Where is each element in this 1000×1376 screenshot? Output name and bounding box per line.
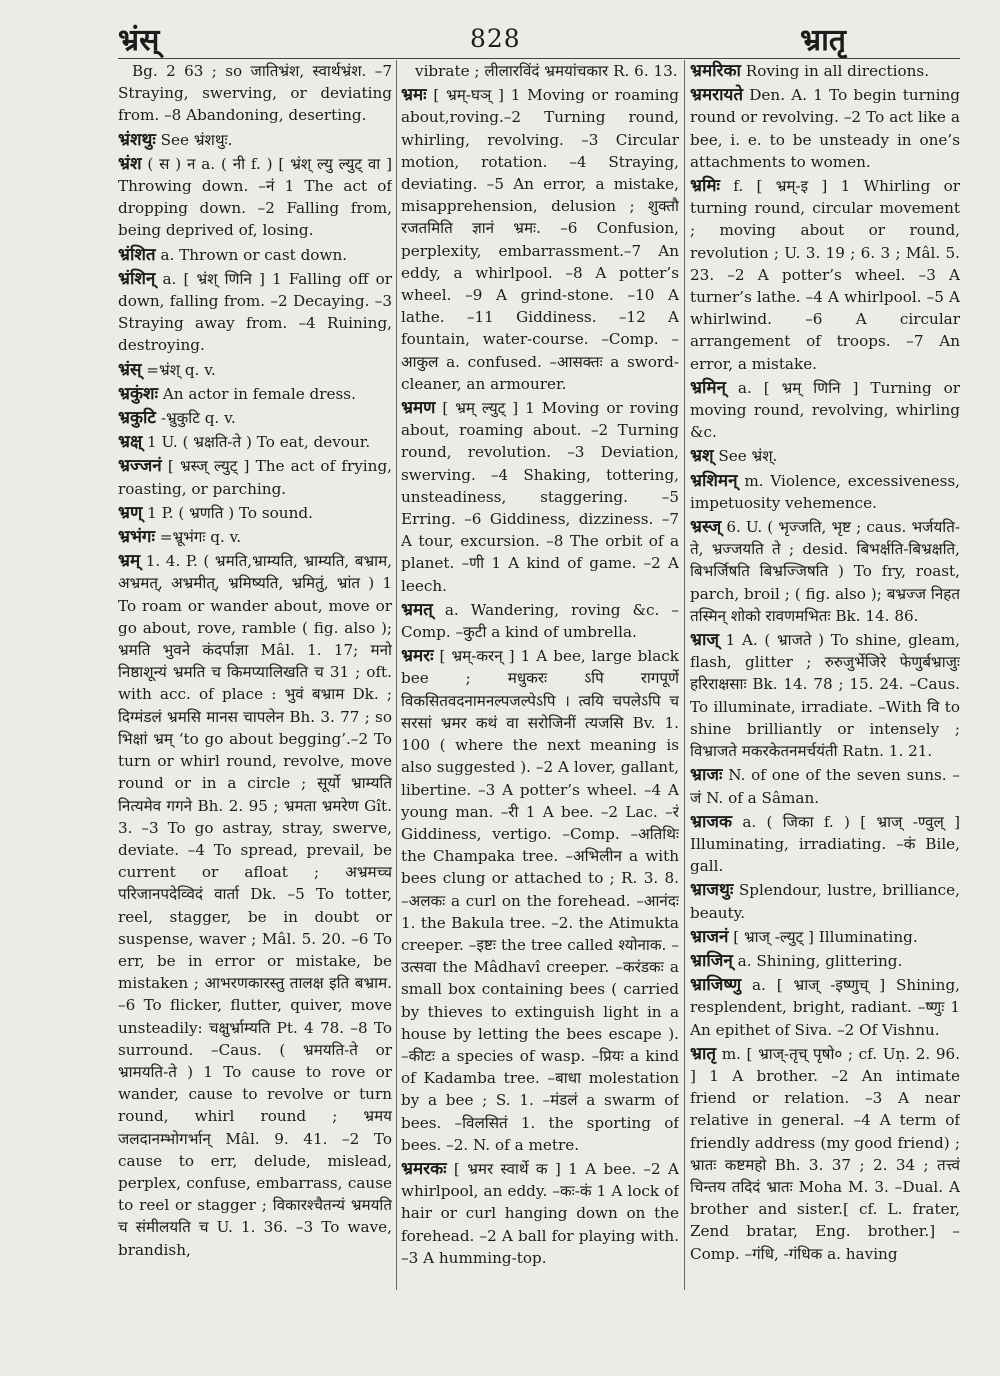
running-head-right-word: भ्रातृ	[800, 23, 846, 58]
entry-definition: m. [ भ्राज्-तृच् पृषो० ; cf. Uṇ. 2. 96. ] 1 A brother. –2 An intimate friend or relation. –3 A near relative in general. –4 A term of friendly address (my good friend) ; भ्रातः कष्टमहो Bh. 3. 37 ; 2. 34 ; तत्त्वं चिन्तय तदिदं भ्रातः Moha M. 3. –Dual. A brother and sister.[ cf. L. frater, Zend bratar, Eng. brother.] –Comp. –गंधि, -गंधिक a. having	[690, 1044, 960, 1263]
entry-headword: भ्रमरायते	[690, 85, 744, 106]
header-rule	[118, 58, 960, 59]
entry-headword: भ्रमरकः	[401, 1158, 447, 1179]
entry-definition: 1 A. ( भ्राजते ) To shine, gleam, flash, glitter ; रुरुजुर्भेजिरे फेणुर्बभ्राजुः हरिराक्षसाः Bk. 14. 78 ; 15. 24. –Caus. To illuminate, irradiate. –With वि to shine brilliantly or intensely ; विभ्राजते मकरकेतनमर्चयंती Ratn. 1. 21.	[690, 631, 960, 761]
dictionary-entry	[690, 629, 960, 764]
entry-definition: 1 U. ( भ्रक्षति-ते ) To eat, devour.	[146, 433, 371, 452]
entry-definition: -भ्रुकुटि q. v.	[160, 409, 236, 428]
dictionary-entry	[401, 599, 679, 645]
dictionary-entry	[118, 359, 392, 383]
entry-definition: a. [ भ्राज् -इष्णुच् ] Shining, resplendent, bright, radiant. –ष्णुः 1 An epithet of Siva. –2 Of Vishnu.	[690, 976, 960, 1039]
entry-headword: भ्रमिन्	[690, 377, 726, 398]
entry-definition: vibrate ; लीलारविंदं भ्रमयांचकार R. 6. 13.	[415, 62, 678, 80]
entry-definition: [ भ्रस्ज् ल्युट् ] The act of frying, roasting, or parching.	[118, 457, 392, 498]
dictionary-entry	[118, 407, 392, 431]
column-2	[401, 60, 679, 1286]
entry-definition: a. [ भ्रम् णिनि ] Turning or moving round, revolving, whirling &c.	[690, 378, 960, 442]
entry-headword: भ्रक्ष्	[118, 432, 143, 453]
entry-definition: a. Shining, glittering.	[737, 951, 903, 970]
entry-headword: भ्रमः	[401, 85, 427, 106]
entry-headword: भ्रंश	[118, 153, 142, 174]
entry-headword: भ्रंशथुः	[118, 129, 156, 150]
column-divider	[396, 60, 397, 1290]
entry-definition: ( स ) न a. ( नी f. ) [ भ्रंश् ल्यु ल्युट् वा ] Throwing down. –नं 1 The act of dropping down. –2 Falling from, being deprived of, losing.	[118, 154, 392, 240]
entry-headword: भ्राजः	[690, 765, 723, 786]
dictionary-entry	[690, 60, 960, 84]
entry-headword: भ्रातृ	[690, 1043, 717, 1064]
entry-definition: [ भ्रम्-घञ् ] 1 Moving or roaming about,roving.–2 Turning round, whirling, revolving. –3 Circular motion, rotation. –4 Straying, deviating. –5 An error, a mistake, misapprehension, delusion ; शुक्तौ रजतमिति ज्ञानं भ्रमः. –6 Confusion, perplexity, embarrassment.–7 An eddy, a whirlpool. –8 A potter’s wheel. –9 A grind-stone. –10 A lathe. –11 Giddiness. –12 A fountain, water-course. –Comp. –आकुल a. confused. –आसक्तः a sword-cleaner, an armourer.	[401, 86, 679, 393]
dictionary-entry	[690, 764, 960, 810]
dictionary-entry	[401, 60, 679, 84]
entry-headword: भ्राजनं	[690, 926, 729, 947]
entry-headword: भ्राजिन्	[690, 950, 733, 971]
dictionary-entry	[118, 526, 392, 550]
dictionary-entry	[690, 445, 960, 469]
entry-headword: भ्राजक	[690, 811, 733, 832]
dictionary-entry	[690, 84, 960, 175]
entry-definition: 1 P. ( भ्रणति ) To sound.	[147, 503, 313, 522]
entry-definition: [ भ्राज् -ल्युट् ] Illuminating.	[733, 927, 918, 946]
entry-definition: 6. U. ( भृज्जति, भृष्ट ; caus. भर्जयति-ते, भ्रज्जयति ते ; desid. बिभर्क्षति-बिभ्रक्षति, बिभर्जिषति बिभ्रज्जिषति ) To fry, roast, parch, broil ; ( fig. also ); बभ्रज्ज निहत तस्मिन् शोको रावणमभितः Bk. 14. 86.	[690, 518, 960, 625]
entry-headword: भ्रंस्	[118, 359, 142, 380]
entry-definition: a. ( जिका f. ) [ भ्राज् -ण्वुल् ] Illuminating, irradiating. –कं Bile, gall.	[690, 812, 960, 876]
entry-definition: Den. A. 1 To begin turning round or revolving. –2 To act like a bee, i. e. to be unsteady in one’s attachments to women.	[690, 86, 960, 171]
dictionary-entry	[118, 383, 392, 407]
running-head-left-word: भ्रंस्	[118, 23, 160, 58]
entry-headword: भ्रज्जनं	[118, 456, 162, 477]
entry-headword: भ्रकुंशः	[118, 383, 159, 404]
entry-headword: भ्रमरिका	[690, 61, 741, 81]
entry-definition: [ भ्रम् ल्युट् ] 1 Moving or roving about, roaming about. –2 Turning round, revolution. –3 Deviation, swerving. –4 Shaking, tottering, unsteadiness, staggering. –5 Erring. –6 Giddiness, dizziness. –7 A tour, excursion. –8 The orbit of a planet. –णी 1 A kind of game. –2 A leech.	[401, 399, 679, 595]
entry-definition: Splendour, lustre, brilliance, beauty.	[690, 881, 960, 922]
entry-headword: भ्रमरः	[401, 646, 434, 667]
dictionary-entry	[118, 129, 392, 153]
entry-definition: a. [ भ्रंश् णिनि ] 1 Falling off or down, falling from. –2 Decaying. –3 Straying away from. –4 Ruining, destroying.	[118, 269, 392, 355]
entry-headword: भ्रकुटि	[118, 408, 156, 429]
dictionary-entry	[118, 431, 392, 455]
entry-definition: 1. 4. P. ( भ्रमति,भ्राम्यति, भ्राम्यति, बभ्राम, अभ्रमत्, अभ्रमीत्, भ्रमिष्यति, भ्रमितुं, भ्रांत ) 1 To roam or wander about, move or go about, rove, ramble ( fig. also ); भ्रमति भुवने कंदर्पाज्ञा Mâl. 1. 17; मनो निष्ठाशून्यं भ्रमति च किमप्यालिखति च 31 ; oft. with acc. of place : भुवं बभ्राम Dk. ; दिग्मंडलं भ्रमसि मानस चापलेन Bh. 3. 77 ; so भिक्षां भ्रम् ‘to go about begging’.–2 To turn or whirl round, revolve, move round or in a circle ; सूर्यो भ्राम्यति नित्यमेव गगने Bh. 2. 95 ; भ्रमता भ्रमरेण Gît. 3. –3 To go astray, stray, swerve, deviate. –4 To spread, prevail, be current or afloat ; अभ्रमच्च परिजानपदेव्विदं वार्ता Dk. –5 To totter, reel, stagger, be in doubt or suspense, waver ; Mâl. 5. 20. –6 To err, be in error or mistake, be mistaken ; आभरणकारस्तु तालक्ष इति बभ्राम. –6 To flicker, flutter, quiver, move unsteadily: चक्षुर्भ्राम्यति Pt. 4 78. –8 To surround. –Caus. ( भ्रमयति-ते or भ्रामयति-ते ) 1 To cause to rove or wander, cause to revolve or turn round, whirl round ; भ्रमय जलदानम्भोगर्भान् Mâl. 9. 41. –2 To cause to err, delude, mislead, perplex, confuse, embarrass, cause to reel or stagger ; विकारश्चैतन्यं भ्रमयति च संमीलयति च U. 1. 36. –3 To wave, brandish,	[118, 552, 392, 1259]
dictionary-entry	[118, 502, 392, 526]
dictionary-entry	[690, 377, 960, 446]
page-number: 828	[470, 24, 521, 53]
entry-definition: See भ्रंश्.	[718, 447, 778, 466]
dictionary-entry	[690, 811, 960, 880]
column-3	[690, 60, 960, 1286]
dictionary-entry	[118, 268, 392, 359]
entry-definition: a. Thrown or cast down.	[160, 245, 348, 264]
entry-headword: भ्रमण	[401, 398, 436, 419]
entry-headword: भ्रंशिन्	[118, 268, 156, 289]
dictionary-entry	[690, 926, 960, 950]
dictionary-entry	[118, 455, 392, 501]
dictionary-entry	[690, 175, 960, 377]
dictionary-entry	[118, 60, 392, 129]
entry-definition: =भ्रंश् q. v.	[146, 360, 216, 379]
dictionary-entry	[401, 84, 679, 397]
entry-headword: भ्रस्ज्	[690, 517, 722, 538]
dictionary-entry	[118, 550, 392, 1263]
entry-definition: [ भ्रमर स्वार्थे क ] 1 A bee. –2 A whirlpool, an eddy. –कः-कं 1 A lock of hair or curl hanging down on the forehead. –2 A ball for playing with. –3 A humming-top.	[401, 1159, 679, 1267]
entry-definition: a. Wandering, roving &c. –Comp. –कुटी a kind of umbrella.	[401, 600, 679, 642]
entry-definition: N. of one of the seven suns. –जं N. of a Sâman.	[690, 766, 960, 807]
entry-headword: भ्रण्	[118, 502, 143, 523]
entry-definition: f. [ भ्रम्-इ ] 1 Whirling or turning round, circular movement ; moving about or round, revolution ; U. 3. 19 ; 6. 3 ; Mâl. 5. 23. –2 A potter’s wheel. –3 A turner’s lathe. –4 A whirlpool. –5 A whirlwind. –6 A circular arrangement of troops. –7 An error, a mistake.	[690, 177, 960, 373]
entry-headword: भ्रभंगः	[118, 527, 155, 548]
dictionary-entry	[690, 1043, 960, 1267]
dictionary-entry	[401, 397, 679, 599]
dictionary-entry	[690, 470, 960, 516]
entry-definition: See भ्रंशथुः.	[160, 130, 233, 149]
entry-headword: भ्रशिमन्	[690, 470, 738, 491]
entry-definition: Roving in all directions.	[745, 62, 930, 80]
entry-definition: m. Violence, excessiveness, impetuosity vehemence.	[690, 471, 960, 512]
entry-definition: Bg. 2 63 ; so जातिभ्रंश, स्वार्थभ्रंश. –7 Straying, swerving, or deviating from. –8 Abandoning, deserting.	[118, 62, 392, 125]
entry-headword: भ्रम्	[118, 551, 141, 572]
dictionary-entry	[118, 244, 392, 268]
entry-definition: =भ्रूभंगः q. v.	[159, 528, 242, 547]
entry-headword: भ्रश्	[690, 446, 714, 467]
entry-headword: भ्राजथुः	[690, 880, 734, 901]
column-1	[118, 60, 392, 1286]
entry-headword: भ्रंशित	[118, 244, 156, 265]
dictionary-entry	[690, 879, 960, 925]
entry-headword: भ्रमत्	[401, 599, 433, 620]
entry-headword: भ्राज्	[690, 630, 719, 651]
entry-definition: [ भ्रम्-करन् ] 1 A bee, large black bee ; मधुकरः ऽपि रागपूर्णे विकसितवदनामनल्पजल्पेऽपि । त्वयि चपलेऽपि च सरसां भ्रमर कथं वा सरोजिनीं त्यजसि Bv. 1. 100 ( where the next meaning is also suggested ). –2 A lover, gallant, libertine. –3 A potter’s wheel. –4 A young man. –री 1 A bee. –2 Lac. –रं Giddiness, vertigo. –Comp. –अतिथिः the Champaka tree. –अभिलीन a with bees clung or attached to ; R. 3. 8. –अलकः a curl on the forehead. –आनंदः 1. the Bakula tree. –2. the Atimukta creeper. –इष्टः the tree called श्योनाक. –उत्सवा the Mâdhavî creeper. –करंडकः a small box containing bees ( carried by thieves to extinguish light in a house by letting the bees escape ). –कीटः a species of wasp. –प्रियः a kind of Kadamba tree. –बाधा molestation by a bee ; S. 1. –मंडलं a swarm of bees. –विलसितं 1. the sporting of bees. –2. N. of a metre.	[401, 647, 679, 1154]
entry-headword: भ्राजिष्णु	[690, 975, 742, 996]
column-divider	[684, 60, 685, 1290]
dictionary-entry	[690, 516, 960, 629]
dictionary-entry	[690, 974, 960, 1043]
dictionary-entry	[690, 950, 960, 974]
dictionary-entry	[401, 1158, 679, 1271]
entry-headword: भ्रमिः	[690, 176, 720, 197]
entry-definition: An actor in female dress.	[162, 384, 356, 403]
dictionary-entry	[401, 645, 679, 1158]
dictionary-entry	[118, 153, 392, 244]
